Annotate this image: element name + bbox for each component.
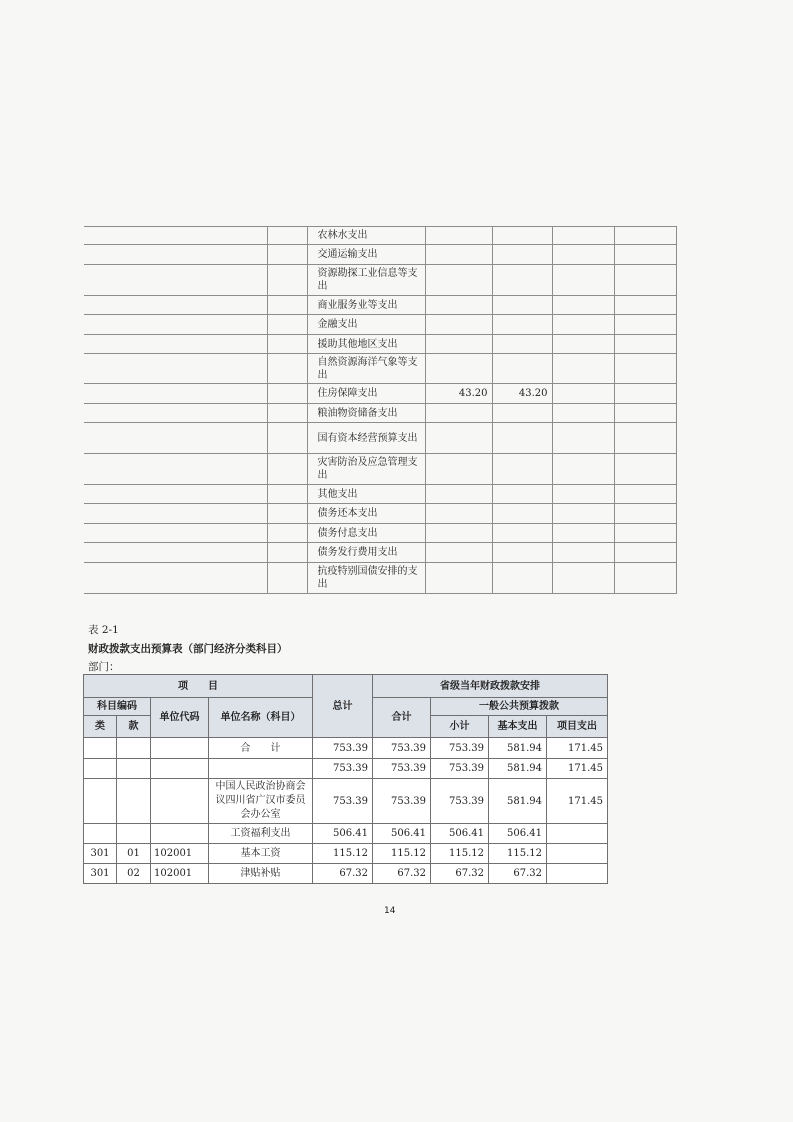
project-cell: 171.45 <box>547 738 608 759</box>
header-unit-code: 单位代码 <box>151 698 209 738</box>
sum-cell: 67.32 <box>373 864 431 884</box>
unit-name-cell <box>209 759 313 779</box>
subtotal-cell: 753.39 <box>431 738 489 759</box>
header-category: 类 <box>84 716 117 738</box>
value-cell <box>425 543 492 563</box>
table-row <box>84 245 676 265</box>
table-row <box>84 354 676 384</box>
unit-code-cell: 102001 <box>151 864 209 884</box>
function-label: 债务发行费用支出 <box>307 543 425 563</box>
header-subject-code: 科目编码 <box>84 698 151 716</box>
header-basic: 基本支出 <box>489 716 547 738</box>
total-cell: 753.39 <box>313 779 373 824</box>
sum-cell: 115.12 <box>373 844 431 864</box>
value-cell <box>492 265 552 296</box>
table-row <box>84 423 676 454</box>
sum-cell: 753.39 <box>373 738 431 759</box>
sum-cell: 753.39 <box>373 759 431 779</box>
basic-cell: 581.94 <box>489 779 547 824</box>
table-row <box>84 844 608 864</box>
category-cell <box>84 759 117 779</box>
table-row <box>84 335 676 354</box>
basic-cell: 506.41 <box>489 824 547 844</box>
project-cell <box>547 864 608 884</box>
section-cell <box>117 759 151 779</box>
function-label: 交通运输支出 <box>307 245 425 265</box>
table-row <box>84 227 676 245</box>
section-cell <box>117 779 151 824</box>
total-cell: 115.12 <box>313 844 373 864</box>
function-label: 商业服务业等支出 <box>307 296 425 315</box>
table-row <box>84 265 676 296</box>
table-row <box>84 485 676 504</box>
function-label: 债务付息支出 <box>307 524 425 543</box>
total-cell: 506.41 <box>313 824 373 844</box>
header-project: 项目支出 <box>547 716 608 738</box>
value-cell <box>425 485 492 504</box>
section-cell: 02 <box>117 864 151 884</box>
total-cell: 67.32 <box>313 864 373 884</box>
sum-cell: 753.39 <box>373 779 431 824</box>
table-row <box>84 315 676 335</box>
header-item: 项 目 <box>84 675 313 698</box>
category-cell: 301 <box>84 844 117 864</box>
subtotal-cell: 753.39 <box>431 779 489 824</box>
value-cell <box>425 423 492 454</box>
section-cell <box>117 738 151 759</box>
value-cell <box>492 315 552 335</box>
economic-classification-table <box>83 674 608 884</box>
value-cell <box>425 354 492 384</box>
unit-code-cell <box>151 738 209 759</box>
basic-cell: 581.94 <box>489 759 547 779</box>
basic-cell: 581.94 <box>489 738 547 759</box>
function-label: 抗疫特别国债安排的支出 <box>307 563 425 594</box>
project-cell: 171.45 <box>547 759 608 779</box>
table-row <box>84 454 676 485</box>
value-cell <box>492 454 552 485</box>
header-provincial: 省级当年财政拨款安排 <box>373 675 608 698</box>
value-cell <box>492 296 552 315</box>
header-total: 总计 <box>313 675 373 738</box>
table-row <box>84 824 608 844</box>
value-cell: 43.20 <box>492 384 552 404</box>
section-cell <box>117 824 151 844</box>
function-label: 粮油物资储备支出 <box>307 404 425 423</box>
department-label: 部门： <box>88 661 120 673</box>
project-cell <box>547 844 608 864</box>
table-number: 表 2-1 <box>88 624 119 636</box>
unit-name-cell: 津贴补贴 <box>209 864 313 884</box>
value-cell <box>492 524 552 543</box>
category-cell <box>84 738 117 759</box>
function-label: 自然资源海洋气象等支出 <box>307 354 425 384</box>
header-section: 款 <box>117 716 151 738</box>
value-cell <box>492 485 552 504</box>
table-row <box>84 738 608 759</box>
function-label: 金融支出 <box>307 315 425 335</box>
value-cell <box>492 354 552 384</box>
table-row <box>84 759 608 779</box>
table-row <box>84 404 676 423</box>
table-title: 财政拨款支出预算表（部门经济分类科目） <box>88 643 288 655</box>
page-number: 14 <box>384 906 396 916</box>
unit-code-cell <box>151 824 209 844</box>
value-cell <box>425 296 492 315</box>
value-cell <box>425 404 492 423</box>
unit-code-cell <box>151 759 209 779</box>
unit-name-cell: 工资福利支出 <box>209 824 313 844</box>
table-row <box>84 296 676 315</box>
unit-name-cell: 中国人民政治协商会议四川省广汉市委员会办公室 <box>209 779 313 824</box>
section-cell: 01 <box>117 844 151 864</box>
function-label: 农林水支出 <box>307 227 425 245</box>
value-cell <box>425 227 492 245</box>
unit-code-cell <box>151 779 209 824</box>
expenditure-function-table <box>84 226 677 594</box>
function-label: 其他支出 <box>307 485 425 504</box>
function-label: 援助其他地区支出 <box>307 335 425 354</box>
table-row <box>84 384 676 404</box>
value-cell <box>492 563 552 594</box>
value-cell <box>425 265 492 296</box>
table-row <box>84 779 608 824</box>
table-row <box>84 864 608 884</box>
header-unit-name: 单位名称（科目） <box>209 698 313 738</box>
project-cell: 171.45 <box>547 779 608 824</box>
value-cell <box>425 245 492 265</box>
total-cell: 753.39 <box>313 738 373 759</box>
value-cell <box>425 335 492 354</box>
table-row <box>84 504 676 524</box>
total-cell: 753.39 <box>313 759 373 779</box>
subtotal-cell: 67.32 <box>431 864 489 884</box>
table-row <box>84 563 676 594</box>
category-cell <box>84 779 117 824</box>
value-cell <box>492 543 552 563</box>
function-label: 债务还本支出 <box>307 504 425 524</box>
value-cell <box>492 504 552 524</box>
value-cell: 43.20 <box>425 384 492 404</box>
value-cell <box>492 404 552 423</box>
subtotal-cell: 506.41 <box>431 824 489 844</box>
value-cell <box>492 227 552 245</box>
value-cell <box>492 245 552 265</box>
function-label: 国有资本经营预算支出 <box>307 423 425 454</box>
value-cell <box>425 315 492 335</box>
basic-cell: 67.32 <box>489 864 547 884</box>
value-cell <box>425 563 492 594</box>
value-cell <box>425 504 492 524</box>
sum-cell: 506.41 <box>373 824 431 844</box>
value-cell <box>492 423 552 454</box>
table-row <box>84 524 676 543</box>
unit-code-cell: 102001 <box>151 844 209 864</box>
function-label: 住房保障支出 <box>307 384 425 404</box>
project-cell <box>547 824 608 844</box>
function-label: 资源勘探工业信息等支出 <box>307 265 425 296</box>
category-cell <box>84 824 117 844</box>
value-cell <box>425 524 492 543</box>
basic-cell: 115.12 <box>489 844 547 864</box>
value-cell <box>492 335 552 354</box>
value-cell <box>425 454 492 485</box>
unit-name-cell: 合 计 <box>209 738 313 759</box>
subtotal-cell: 115.12 <box>431 844 489 864</box>
header-general-budget: 一般公共预算拨款 <box>431 698 608 716</box>
header-subtotal: 小计 <box>431 716 489 738</box>
unit-name-cell: 基本工资 <box>209 844 313 864</box>
subtotal-cell: 753.39 <box>431 759 489 779</box>
function-label: 灾害防治及应急管理支出 <box>307 454 425 485</box>
table-row <box>84 543 676 563</box>
category-cell: 301 <box>84 864 117 884</box>
header-sum: 合计 <box>373 698 431 738</box>
